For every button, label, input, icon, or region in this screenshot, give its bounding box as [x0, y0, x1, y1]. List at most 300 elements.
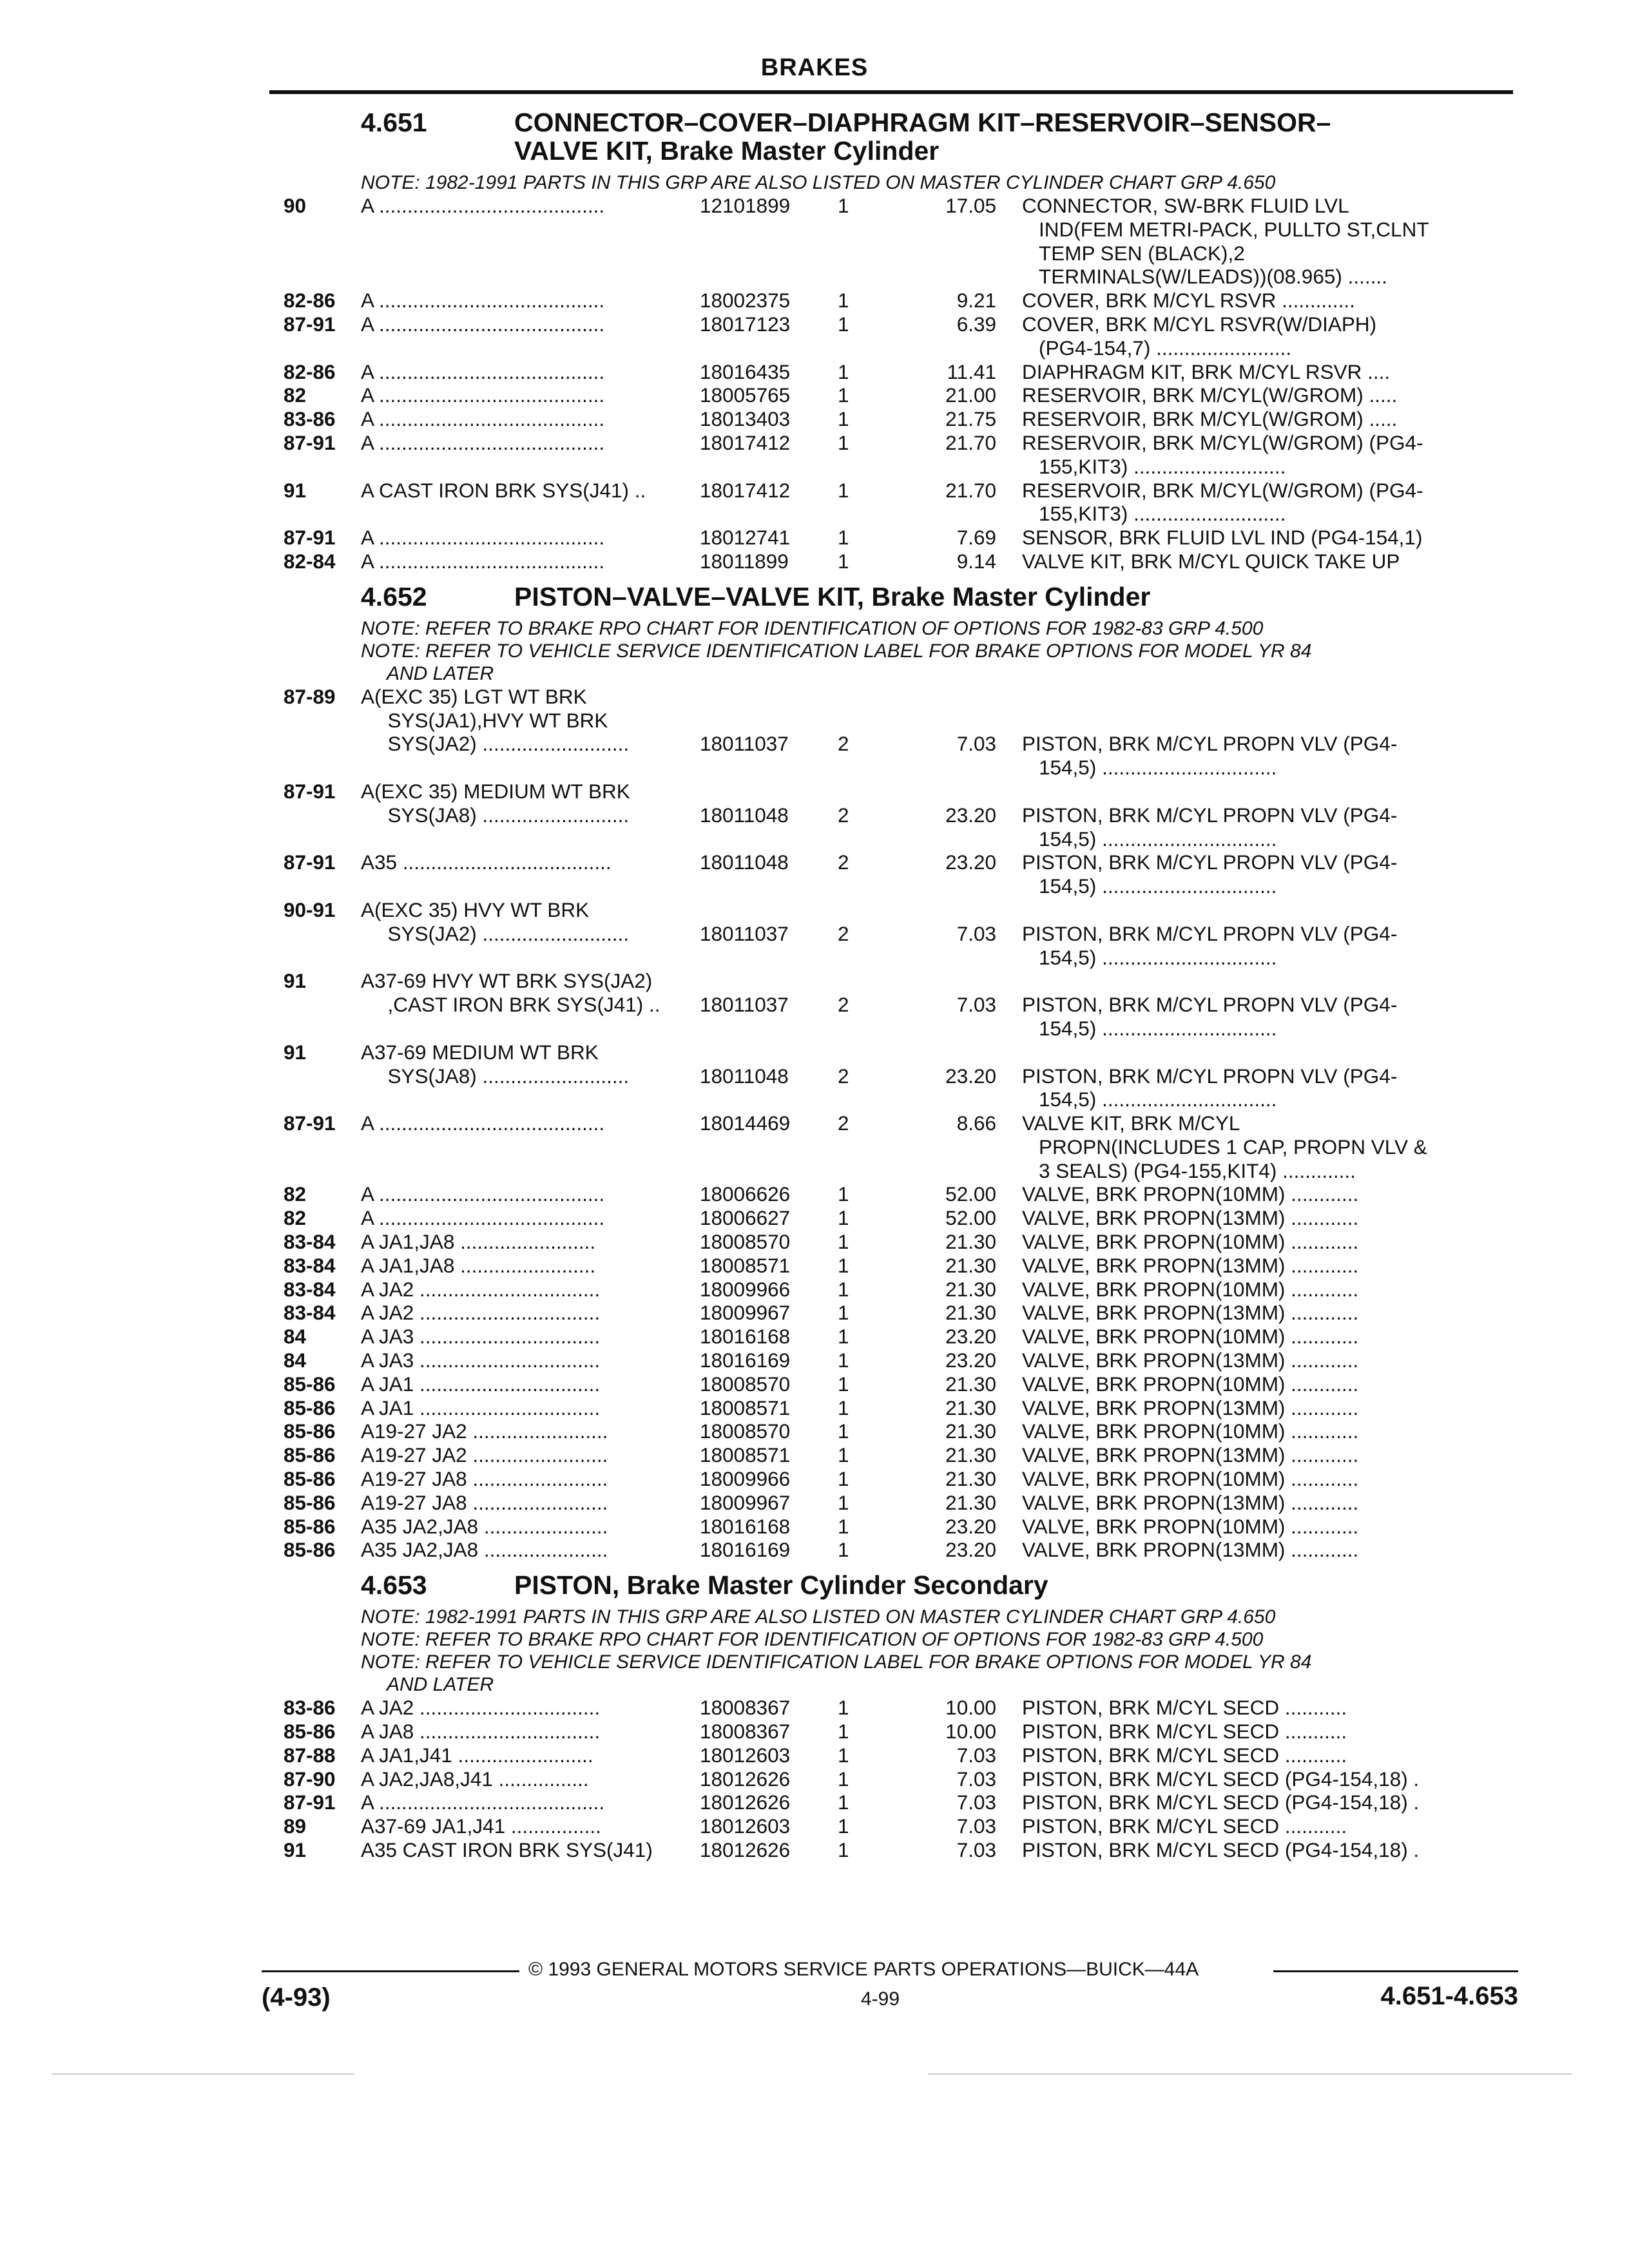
description — [1022, 732, 1521, 780]
quantity: 2 — [838, 993, 849, 1017]
application-line: A ........................................ — [361, 407, 605, 431]
price: 52.00 — [945, 1206, 996, 1230]
price: 11.41 — [947, 360, 996, 383]
section-title — [514, 582, 1521, 611]
part-row — [284, 550, 1521, 573]
quantity: 1 — [838, 1838, 849, 1862]
part-row — [284, 407, 1521, 431]
model-year: 85-86 — [284, 1396, 336, 1419]
application-line: A19-27 JA2 ........................ — [361, 1443, 608, 1467]
quantity: 1 — [838, 1538, 849, 1562]
part-row — [284, 1744, 1521, 1767]
description-line: VALVE, BRK PROPN(13MM) ............ — [1022, 1301, 1359, 1325]
part-row — [284, 850, 1521, 898]
application — [361, 1182, 700, 1206]
application-line: SYS(JA8) .......................... — [376, 1064, 630, 1088]
quantity: 1 — [838, 1277, 849, 1301]
price: 21.70 — [945, 478, 996, 502]
description-line: 155,KIT3) ........................... — [1039, 454, 1286, 478]
description — [1022, 1064, 1521, 1112]
quantity: 1 — [838, 1767, 849, 1791]
model-year: 85-86 — [284, 1490, 336, 1514]
application — [361, 850, 700, 874]
part-row — [284, 1720, 1521, 1744]
application-line: A ........................................ — [361, 360, 605, 383]
part-row — [284, 1538, 1521, 1562]
footer-rule-left — [262, 1970, 519, 1972]
application-line: A JA2 ................................ — [361, 1277, 601, 1301]
part-number: 18012603 — [700, 1743, 791, 1767]
model-year: 83-86 — [284, 407, 336, 431]
model-year: 85-86 — [284, 1443, 336, 1467]
application-line: A35 CAST IRON BRK SYS(J41) — [361, 1838, 653, 1862]
price: 23.20 — [945, 1538, 996, 1562]
description — [1022, 1396, 1521, 1420]
application-line: A JA1,J41 ........................ — [361, 1743, 593, 1767]
application — [361, 969, 700, 1017]
description — [1022, 1254, 1521, 1278]
part-number: 18011037 — [700, 921, 789, 945]
application — [361, 1325, 700, 1349]
description-line: PISTON, BRK M/CYL SECD ........... — [1022, 1696, 1347, 1720]
price: 21.70 — [945, 430, 996, 454]
part-row — [284, 1230, 1521, 1254]
description — [1022, 1372, 1521, 1396]
quantity: 1 — [838, 1230, 849, 1254]
quantity: 1 — [838, 383, 849, 407]
quantity: 1 — [838, 407, 849, 431]
application-line: A ........................................ — [361, 1111, 605, 1135]
quantity: 2 — [838, 1111, 849, 1135]
description-line: VALVE, BRK PROPN(13MM) ............ — [1022, 1443, 1359, 1467]
application-line: A19-27 JA2 ........................ — [361, 1419, 608, 1443]
description — [1022, 1325, 1521, 1349]
price: 21.30 — [945, 1372, 996, 1396]
description — [1022, 1111, 1521, 1182]
section-note — [361, 1606, 1521, 1628]
section-title — [514, 108, 1521, 165]
price: 21.30 — [945, 1419, 996, 1443]
application — [361, 1515, 700, 1539]
application-line: A JA1 ................................ — [361, 1396, 601, 1419]
application — [361, 1206, 700, 1230]
quantity: 1 — [838, 1814, 849, 1838]
part-number: 18016168 — [700, 1325, 791, 1349]
application — [361, 1696, 700, 1720]
application — [361, 194, 700, 218]
application-line: A ........................................ — [361, 1182, 605, 1206]
part-number: 18012603 — [700, 1814, 791, 1838]
application-line: A ........................................ — [361, 289, 605, 312]
description-line: PISTON, BRK M/CYL SECD (PG4-154,18) . — [1022, 1838, 1420, 1862]
model-year: 90-91 — [284, 898, 336, 921]
description-line: PISTON, BRK M/CYL PROPN VLV (PG4- — [1022, 732, 1398, 756]
description — [1022, 1814, 1521, 1838]
price: 23.20 — [945, 1514, 996, 1538]
description-line: 155,KIT3) ........................... — [1039, 502, 1286, 526]
description-line: RESERVOIR, BRK M/CYL(W/GROM) (PG4- — [1022, 430, 1423, 454]
quantity: 1 — [838, 478, 849, 502]
part-number: 18008571 — [700, 1396, 791, 1419]
footer-rule-right — [1273, 1970, 1518, 1972]
model-year: 83-84 — [284, 1253, 336, 1277]
description-line: 154,5) ............................... — [1039, 1088, 1277, 1111]
section-note — [361, 640, 1521, 685]
model-year: 87-89 — [284, 684, 336, 708]
application — [361, 1278, 700, 1302]
part-number: 18009967 — [700, 1301, 791, 1325]
part-number: 18012626 — [700, 1838, 791, 1862]
model-year: 85-86 — [284, 1538, 336, 1562]
description-line: 154,5) ............................... — [1039, 827, 1277, 850]
part-row — [284, 1325, 1521, 1349]
quantity: 2 — [838, 921, 849, 945]
quantity: 1 — [838, 1443, 849, 1467]
part-number: 18006627 — [700, 1206, 791, 1230]
application-line: A35 JA2,JA8 ...................... — [361, 1538, 608, 1562]
application-line: A37-69 JA1,J41 ................ — [361, 1814, 601, 1838]
description-line: RESERVOIR, BRK M/CYL(W/GROM) ..... — [1022, 407, 1398, 431]
application — [361, 526, 700, 550]
application — [361, 479, 700, 503]
note-text: NOTE: REFER TO VEHICLE SERVICE IDENTIFICATION LABEL FOR BRAKE OPTIONS FOR MODEL YR 84 — [361, 640, 1312, 662]
price: 10.00 — [945, 1720, 996, 1744]
application — [361, 1396, 700, 1420]
part-row — [284, 1696, 1521, 1720]
description-line: DIAPHRAGM KIT, BRK M/CYL RSVR .... — [1022, 360, 1391, 383]
part-row — [284, 1838, 1521, 1862]
price: 21.30 — [945, 1396, 996, 1419]
model-year: 82-86 — [284, 289, 336, 312]
part-row — [284, 898, 1521, 969]
description-line: TEMP SEN (BLACK),2 — [1039, 241, 1245, 265]
application-line: A ........................................ — [361, 1206, 605, 1230]
application-line: A ........................................ — [361, 1791, 605, 1814]
footer-group-range: 4.651-4.653 — [1380, 1982, 1518, 2010]
description — [1022, 1419, 1521, 1443]
section-title-line: CONNECTOR–COVER–DIAPHRAGM KIT–RESERVOIR–SENSOR– — [514, 108, 1331, 137]
price: 21.00 — [945, 383, 996, 407]
description-line: PISTON, BRK M/CYL PROPN VLV (PG4- — [1022, 921, 1398, 945]
application-line: SYS(JA2) .......................... — [376, 921, 630, 945]
description-line: CONNECTOR, SW-BRK FLUID LVL — [1022, 194, 1349, 217]
description — [1022, 1301, 1521, 1325]
price: 23.20 — [945, 1325, 996, 1349]
note-text: NOTE: 1982-1991 PARTS IN THIS GRP ARE ALSO LISTED ON MASTER CYLINDER CHART GRP 4.650 — [361, 172, 1276, 193]
description — [1022, 312, 1521, 360]
application-line: ,CAST IRON BRK SYS(J41) .. — [376, 993, 660, 1017]
quantity: 2 — [838, 1064, 849, 1088]
application-line: A JA2 ................................ — [361, 1301, 601, 1325]
price: 7.69 — [956, 526, 996, 550]
model-year: 87-91 — [284, 1111, 336, 1135]
application-line: A JA1 ................................ — [361, 1372, 601, 1396]
model-year: 91 — [284, 969, 307, 993]
quantity: 2 — [838, 850, 849, 874]
part-row — [284, 1515, 1521, 1539]
description-line: RESERVOIR, BRK M/CYL(W/GROM) (PG4- — [1022, 478, 1423, 502]
application-line: A JA2,JA8,J41 ................ — [361, 1767, 589, 1791]
note-text: NOTE: 1982-1991 PARTS IN THIS GRP ARE ALSO LISTED ON MASTER CYLINDER CHART GRP 4.650 — [361, 1606, 1276, 1628]
application — [361, 383, 700, 407]
part-row — [284, 1443, 1521, 1467]
description — [1022, 431, 1521, 479]
model-year: 87-91 — [284, 1791, 336, 1814]
model-year: 84 — [284, 1325, 307, 1349]
model-year: 87-91 — [284, 312, 336, 336]
part-row — [284, 1491, 1521, 1515]
part-row — [284, 383, 1521, 407]
description-line: VALVE, BRK PROPN(10MM) ............ — [1022, 1372, 1359, 1396]
application-line: A(EXC 35) HVY WT BRK — [361, 898, 590, 921]
price: 21.30 — [945, 1301, 996, 1325]
application-line: A19-27 JA8 ........................ — [361, 1490, 608, 1514]
description — [1022, 360, 1521, 384]
part-number: 18013403 — [700, 407, 791, 431]
footer-page-number: 4-99 — [861, 1988, 900, 2010]
part-number: 18016435 — [700, 360, 791, 383]
page-header-title: BRAKES — [760, 54, 869, 81]
description — [1022, 993, 1521, 1041]
part-row — [284, 289, 1521, 312]
part-number: 18017412 — [700, 430, 791, 454]
part-row — [284, 1206, 1521, 1230]
description — [1022, 850, 1521, 898]
application — [361, 1538, 700, 1562]
quantity: 1 — [838, 1349, 849, 1372]
quantity: 1 — [838, 1253, 849, 1277]
part-row — [284, 1467, 1521, 1491]
description — [1022, 383, 1521, 407]
description-line: IND(FEM METRI-PACK, PULLTO ST,CLNT — [1039, 217, 1429, 241]
model-year: 83-86 — [284, 1696, 336, 1720]
part-number: 18012741 — [700, 526, 791, 550]
quantity: 1 — [838, 312, 849, 336]
application — [361, 898, 700, 946]
price: 7.03 — [956, 1767, 996, 1791]
quantity: 1 — [838, 1467, 849, 1491]
footer-copyright: © 1993 GENERAL MOTORS SERVICE PARTS OPERATIONS—BUICK—44A — [528, 1959, 1199, 1980]
model-year: 89 — [284, 1814, 307, 1838]
description-line: PISTON, BRK M/CYL SECD ........... — [1022, 1720, 1347, 1744]
part-row — [284, 1301, 1521, 1325]
quantity: 1 — [838, 1396, 849, 1419]
application — [361, 1041, 700, 1088]
description-line: SENSOR, BRK FLUID LVL IND (PG4-154,1) — [1022, 526, 1423, 550]
application — [361, 1720, 700, 1744]
description — [1022, 526, 1521, 550]
price: 21.30 — [945, 1277, 996, 1301]
price: 23.20 — [945, 1349, 996, 1372]
part-number: 18016169 — [700, 1349, 791, 1372]
quantity: 1 — [838, 289, 849, 312]
part-number: 18002375 — [700, 289, 791, 312]
application-line: A19-27 JA8 ........................ — [361, 1467, 608, 1491]
part-number: 18009966 — [700, 1277, 791, 1301]
part-number: 12101899 — [700, 194, 791, 217]
quantity: 1 — [838, 1372, 849, 1396]
application-line: A35 ..................................... — [361, 850, 612, 874]
part-number: 18008571 — [700, 1443, 791, 1467]
model-year: 87-91 — [284, 779, 336, 803]
application-line: A ........................................ — [361, 549, 605, 573]
description-line: RESERVOIR, BRK M/CYL(W/GROM) ..... — [1022, 383, 1398, 407]
description-line: PISTON, BRK M/CYL SECD ........... — [1022, 1743, 1347, 1767]
part-number: 18011048 — [700, 850, 789, 874]
application-line: A35 JA2,JA8 ...................... — [361, 1514, 608, 1538]
description — [1022, 407, 1521, 431]
application — [361, 1349, 700, 1372]
description-line: VALVE, BRK PROPN(13MM) ............ — [1022, 1396, 1359, 1419]
section-heading — [284, 582, 1521, 611]
model-year: 87-88 — [284, 1743, 336, 1767]
note-continuation: AND LATER — [387, 662, 494, 684]
description — [1022, 1467, 1521, 1491]
description-line: TERMINALS(W/LEADS))(08.965) ....... — [1039, 265, 1387, 289]
model-year: 82-86 — [284, 360, 336, 383]
quantity: 1 — [838, 194, 849, 217]
model-year: 83-84 — [284, 1230, 336, 1254]
model-year: 87-91 — [284, 526, 336, 550]
description-line: VALVE, BRK PROPN(13MM) ............ — [1022, 1349, 1359, 1372]
part-number: 18012626 — [700, 1791, 791, 1814]
model-year: 85-86 — [284, 1419, 336, 1443]
quantity: 1 — [838, 430, 849, 454]
quantity: 1 — [838, 1419, 849, 1443]
description — [1022, 194, 1521, 289]
price: 23.20 — [945, 850, 996, 874]
note-text: NOTE: REFER TO VEHICLE SERVICE IDENTIFICATION LABEL FOR BRAKE OPTIONS FOR MODEL YR 84 — [361, 1651, 1312, 1673]
header-rule — [269, 90, 1513, 94]
model-year: 87-91 — [284, 850, 336, 874]
description — [1022, 1720, 1521, 1744]
application — [361, 1491, 700, 1515]
price: 21.75 — [945, 407, 996, 431]
note-text: NOTE: REFER TO BRAKE RPO CHART FOR IDENTIFICATION OF OPTIONS FOR 1982-83 GRP 4.500 — [361, 617, 1264, 639]
description-line: PISTON, BRK M/CYL SECD (PG4-154,18) . — [1022, 1767, 1420, 1791]
application — [361, 1372, 700, 1396]
description — [1022, 1491, 1521, 1515]
application-line: SYS(JA8) .......................... — [376, 803, 630, 827]
description-line: VALVE KIT, BRK M/CYL — [1022, 1111, 1240, 1135]
price: 7.03 — [956, 993, 996, 1017]
section-heading — [284, 108, 1521, 165]
application — [361, 1443, 700, 1467]
part-row — [284, 1791, 1521, 1814]
application — [361, 1111, 700, 1135]
model-year: 85-86 — [284, 1372, 336, 1396]
description-line: PISTON, BRK M/CYL PROPN VLV (PG4- — [1022, 850, 1398, 874]
part-number: 18011037 — [700, 732, 789, 756]
price: 21.30 — [945, 1253, 996, 1277]
part-row — [284, 194, 1521, 289]
description — [1022, 1696, 1521, 1720]
section-heading — [284, 1571, 1521, 1599]
application — [361, 312, 700, 336]
part-row — [284, 1182, 1521, 1206]
quantity: 1 — [838, 1696, 849, 1720]
part-row — [284, 1041, 1521, 1111]
quantity: 1 — [838, 1743, 849, 1767]
part-row — [284, 526, 1521, 550]
part-row — [284, 360, 1521, 384]
description-line: PISTON, BRK M/CYL PROPN VLV (PG4- — [1022, 1064, 1398, 1088]
part-number: 18011037 — [700, 993, 789, 1017]
part-number: 18008367 — [700, 1696, 791, 1720]
application-line: A ........................................ — [361, 194, 605, 217]
application-line: A JA1,JA8 ........................ — [361, 1253, 596, 1277]
description — [1022, 1278, 1521, 1302]
quantity: 1 — [838, 1514, 849, 1538]
model-year: 85-86 — [284, 1720, 336, 1744]
model-year: 87-90 — [284, 1767, 336, 1791]
description-line: 154,5) ............................... — [1039, 756, 1277, 780]
part-row — [284, 1254, 1521, 1278]
scan-artifact — [52, 2073, 354, 2075]
description-line: 154,5) ............................... — [1039, 1016, 1277, 1040]
description — [1022, 1230, 1521, 1254]
part-number: 18009966 — [700, 1467, 791, 1491]
part-row — [284, 780, 1521, 850]
quantity: 1 — [838, 549, 849, 573]
price: 17.05 — [945, 194, 996, 217]
section-number: 4.652 — [361, 581, 427, 611]
section-note — [361, 1628, 1521, 1651]
part-row — [284, 479, 1521, 526]
price: 23.20 — [945, 803, 996, 827]
model-year: 85-86 — [284, 1467, 336, 1491]
description — [1022, 289, 1521, 312]
price: 23.20 — [945, 1064, 996, 1088]
description — [1022, 1182, 1521, 1206]
description — [1022, 479, 1521, 526]
application — [361, 407, 700, 431]
quantity: 1 — [838, 1182, 849, 1206]
price: 21.30 — [945, 1467, 996, 1491]
description — [1022, 1744, 1521, 1767]
application — [361, 780, 700, 827]
quantity: 1 — [838, 1301, 849, 1325]
description-line: PISTON, BRK M/CYL SECD ........... — [1022, 1814, 1347, 1838]
section-number: 4.651 — [361, 108, 427, 137]
application — [361, 1838, 700, 1862]
section-note — [361, 171, 1521, 194]
part-number: 18011899 — [700, 549, 789, 573]
application-line: A JA8 ................................ — [361, 1720, 601, 1744]
description — [1022, 1515, 1521, 1539]
part-number: 18011048 — [700, 803, 789, 827]
model-year: 91 — [284, 1838, 307, 1862]
description — [1022, 1538, 1521, 1562]
description-line: PISTON, BRK M/CYL PROPN VLV (PG4- — [1022, 993, 1398, 1017]
part-number: 18009967 — [700, 1490, 791, 1514]
section-note — [361, 617, 1521, 640]
application — [361, 1254, 700, 1278]
price: 9.14 — [956, 549, 996, 573]
price: 7.03 — [956, 1743, 996, 1767]
part-number: 18017123 — [700, 312, 791, 336]
description — [1022, 1443, 1521, 1467]
application-line: A ........................................ — [361, 312, 605, 336]
quantity: 1 — [838, 526, 849, 550]
part-number: 18008570 — [700, 1419, 791, 1443]
description-line: VALVE, BRK PROPN(10MM) ............ — [1022, 1182, 1359, 1206]
application-line: A CAST IRON BRK SYS(J41) .. — [361, 478, 646, 502]
application-line: A JA2 ................................ — [361, 1696, 601, 1720]
parts-listing — [284, 99, 1521, 1862]
description — [1022, 803, 1521, 851]
application-line: SYS(JA1),HVY WT BRK — [376, 708, 608, 732]
